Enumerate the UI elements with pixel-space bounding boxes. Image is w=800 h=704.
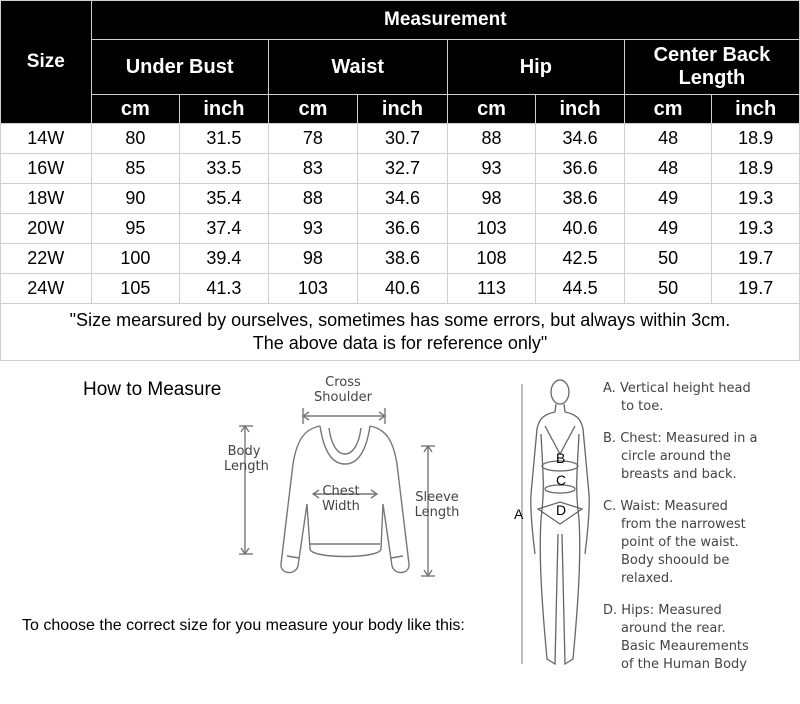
step-text: from the narrowest — [621, 517, 746, 532]
size-cell: 18W — [1, 184, 92, 214]
measurement-cell: 78 — [268, 124, 358, 154]
measurement-cell: 83 — [268, 154, 358, 184]
step-text: Hips: Measured — [621, 603, 722, 618]
measurement-cell: 93 — [447, 154, 536, 184]
choose-size-instruction: To choose the correct size for you measure your body like this: — [22, 617, 465, 634]
measurement-cell: 95 — [91, 214, 180, 244]
table-note-line: The above data is for reference only" — [252, 333, 548, 353]
measurement-cell: 18.9 — [712, 124, 800, 154]
how-to-measure-title: How to Measure — [83, 379, 222, 400]
measurement-cell: 32.7 — [358, 154, 448, 184]
size-cell: 16W — [1, 154, 92, 184]
table-row — [1, 124, 800, 154]
step-text: circle around the — [621, 449, 731, 464]
measurement-cell: 100 — [91, 244, 180, 274]
chest-width-label: Chest Width — [322, 484, 360, 514]
step-prefix: D. — [603, 603, 618, 618]
measurement-header: Measurement — [91, 1, 799, 40]
measurement-cell: 34.6 — [536, 124, 625, 154]
size-cell: 14W — [1, 124, 92, 154]
step-text: Waist: Measured — [620, 499, 728, 514]
unit-header: cm — [268, 95, 358, 124]
measurement-cell: 48 — [624, 154, 712, 184]
measurement-cell: 36.6 — [358, 214, 448, 244]
step-text: Basic Meaurements — [621, 639, 749, 654]
table-note — [1, 304, 800, 361]
size-cell: 24W — [1, 274, 92, 304]
step-text: Chest: Measured in a — [620, 431, 758, 446]
measurement-cell: 85 — [91, 154, 180, 184]
cross-shoulder-label: Cross Shoulder — [314, 375, 372, 405]
measurement-cell: 105 — [91, 274, 180, 304]
measurement-cell: 35.4 — [180, 184, 269, 214]
measurement-step — [603, 430, 799, 484]
table-row — [1, 154, 800, 184]
step-prefix: A. — [603, 381, 616, 396]
measurement-cell: 34.6 — [358, 184, 448, 214]
size-cell: 20W — [1, 214, 92, 244]
measurement-step — [603, 380, 799, 416]
measurement-cell: 50 — [624, 274, 712, 304]
measurement-cell: 33.5 — [180, 154, 269, 184]
measurement-cell: 41.3 — [180, 274, 269, 304]
step-text: relaxed. — [621, 571, 674, 586]
measurement-cell: 42.5 — [536, 244, 625, 274]
table-row — [1, 184, 800, 214]
measurement-cell: 50 — [624, 244, 712, 274]
step-text: Body shoould be — [621, 553, 730, 568]
unit-header: inch — [712, 95, 800, 124]
measurement-cell: 40.6 — [358, 274, 448, 304]
measurement-cell: 49 — [624, 184, 712, 214]
step-prefix: B. — [603, 431, 617, 446]
unit-header: inch — [358, 95, 448, 124]
measurement-cell: 88 — [268, 184, 358, 214]
unit-header: cm — [91, 95, 180, 124]
body-marker-d: D — [556, 502, 567, 518]
body-marker-a: A — [514, 506, 524, 522]
measurement-cell: 98 — [447, 184, 536, 214]
measurement-cell: 19.3 — [712, 184, 800, 214]
how-to-measure-section — [0, 364, 800, 704]
group-header-waist: Waist — [268, 40, 447, 95]
measurement-cell: 40.6 — [536, 214, 625, 244]
unit-header: cm — [447, 95, 536, 124]
size-cell: 22W — [1, 244, 92, 274]
step-text: point of the waist. — [621, 535, 739, 550]
measurement-cell: 93 — [268, 214, 358, 244]
measurement-cell: 80 — [91, 124, 180, 154]
measurement-cell: 19.7 — [712, 244, 800, 274]
measurement-step — [603, 602, 799, 674]
step-prefix: C. — [603, 499, 617, 514]
measurement-cell: 113 — [447, 274, 536, 304]
group-header-center-back-length: Center Back Length — [624, 40, 799, 95]
body-marker-b: B — [556, 450, 566, 466]
measurement-steps — [603, 380, 799, 688]
size-header: Size — [1, 1, 92, 124]
group-header-hip: Hip — [447, 40, 624, 95]
body-marker-c: C — [556, 472, 567, 488]
measurement-cell: 88 — [447, 124, 536, 154]
body-figure-diagram — [515, 374, 600, 674]
measurement-cell: 103 — [268, 274, 358, 304]
unit-header: inch — [536, 95, 625, 124]
group-header-under-bust: Under Bust — [91, 40, 268, 95]
measurement-cell: 30.7 — [358, 124, 448, 154]
measurement-cell: 108 — [447, 244, 536, 274]
measurement-cell: 90 — [91, 184, 180, 214]
sleeve-length-label: Sleeve Length — [414, 490, 460, 520]
table-row — [1, 244, 800, 274]
step-text: to toe. — [621, 399, 664, 414]
measurement-cell: 44.5 — [536, 274, 625, 304]
table-row — [1, 274, 800, 304]
measurement-cell: 37.4 — [180, 214, 269, 244]
table-note-line: "Size mearsured by ourselves, sometimes has some errors, but always within 3cm. — [69, 310, 731, 330]
measurement-cell: 38.6 — [358, 244, 448, 274]
measurement-cell: 31.5 — [180, 124, 269, 154]
measurement-step — [603, 498, 799, 588]
measurement-cell: 36.6 — [536, 154, 625, 184]
step-text: breasts and back. — [621, 467, 737, 482]
measurement-cell: 18.9 — [712, 154, 800, 184]
unit-header: inch — [180, 95, 269, 124]
measurement-cell: 49 — [624, 214, 712, 244]
body-length-label: Body Length — [224, 444, 269, 474]
measurement-cell: 38.6 — [536, 184, 625, 214]
step-text: around the rear. — [621, 621, 726, 636]
measurement-cell: 19.7 — [712, 274, 800, 304]
step-text: Vertical height head — [619, 381, 751, 396]
unit-header: cm — [624, 95, 712, 124]
measurement-cell: 19.3 — [712, 214, 800, 244]
measurement-cell: 48 — [624, 124, 712, 154]
measurement-cell: 103 — [447, 214, 536, 244]
step-text: of the Human Body — [621, 657, 747, 672]
table-row — [1, 214, 800, 244]
measurement-cell: 98 — [268, 244, 358, 274]
measurement-cell: 39.4 — [180, 244, 269, 274]
